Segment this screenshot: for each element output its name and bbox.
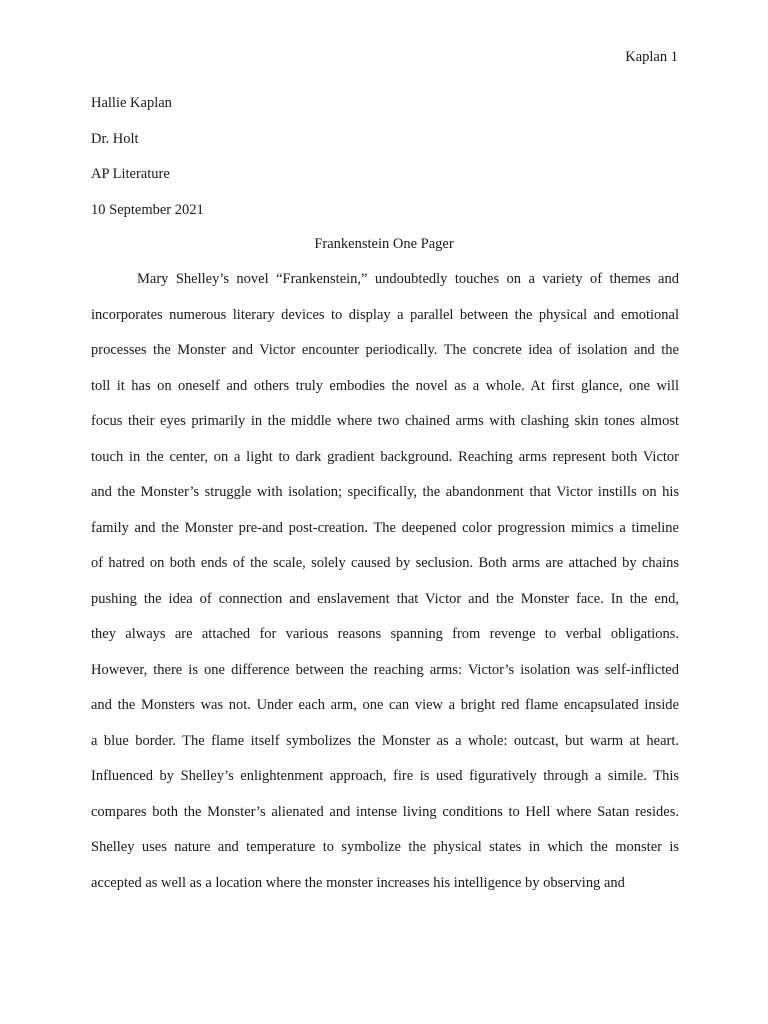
text-line: However, there is one difference between the reaching arms: Victor’s isolation was self-inflicted (91, 661, 679, 678)
instructor-name: Dr. Holt (91, 130, 139, 147)
text-line: touch in the center, on a light to dark gradient background. Reaching arms represent both Victor (91, 448, 679, 465)
author-name: Hallie Kaplan (91, 95, 172, 111)
text-line: focus their eyes primarily in the middle where two chained arms with clashing skin tones almost (91, 413, 679, 429)
text-line: accepted as well as a location where the monster increases his intelligence by observing and (91, 874, 625, 891)
text-line: pushing the idea of connection and enslavement that Victor and the Monster face. In the end, (91, 590, 679, 607)
text-line: Influenced by Shelley’s enlightenment approach, fire is used figuratively through a simile. This (91, 768, 679, 784)
text-line: Mary Shelley’s novel “Frankenstein,” undoubtedly touches on a variety of themes and (137, 271, 679, 287)
document-title: Frankenstein One Pager (314, 236, 454, 252)
text-line: of hatred on both ends of the scale, solely caused by seclusion. Both arms are attached by chains (91, 555, 679, 571)
text-line: and the Monster’s struggle with isolation; specifically, the abandonment that Victor instills on his (91, 484, 679, 500)
text-line: they always are attached for various reasons spanning from revenge to verbal obligations. (91, 626, 679, 642)
mla-heading (91, 93, 681, 235)
text-line: a blue border. The flame itself symbolizes the Monster as a whole: outcast, but warm at heart. (91, 732, 679, 749)
text-line: processes the Monster and Victor encounter periodically. The concrete idea of isolation and the (91, 342, 679, 358)
text-line: compares both the Monster’s alienated and intense living conditions to Hell where Satan resides. (91, 803, 679, 820)
document-date: 10 September 2021 (91, 201, 204, 218)
text-line: toll it has on oneself and others truly embodies the novel as a whole. At first glance, one will (91, 377, 679, 394)
text-line: family and the Monster pre-and post-creation. The deepened color progression mimics a timeline (91, 519, 679, 536)
running-head: Kaplan 1 (625, 49, 678, 65)
text-line: and the Monsters was not. Under each arm, one can view a bright red flame encapsulated inside (91, 697, 679, 713)
text-line: Shelley uses nature and temperature to symbolize the physical states in which the monster is (91, 839, 679, 855)
body-paragraph (91, 269, 679, 908)
course-name: AP Literature (91, 166, 170, 182)
text-line: incorporates numerous literary devices to display a parallel between the physical and emotional (91, 306, 679, 323)
